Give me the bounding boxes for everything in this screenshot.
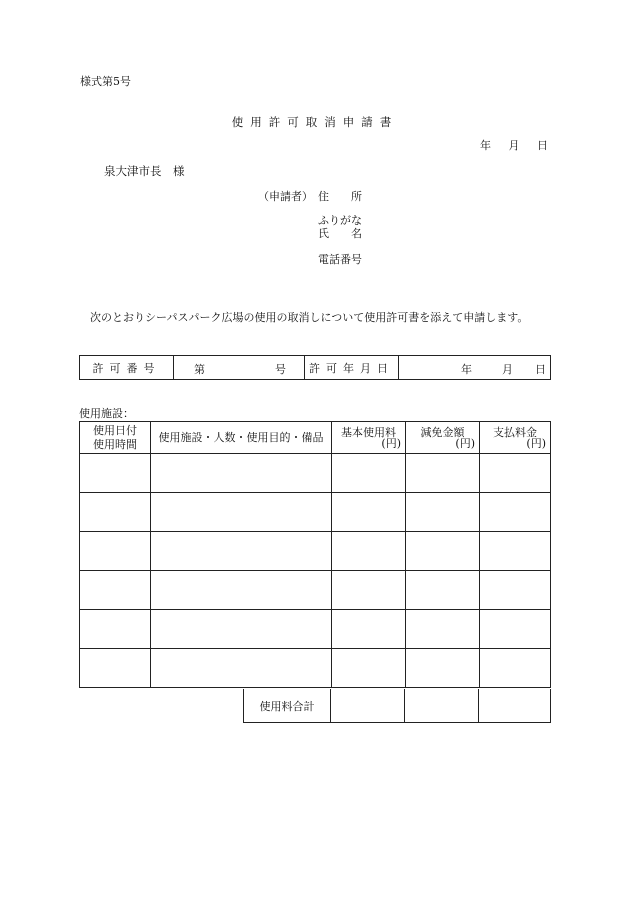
address-label: 住 所 [318, 190, 362, 203]
header-payment [480, 422, 551, 454]
applicant-label: （申請者） [258, 190, 313, 203]
permit-go: 号 [275, 363, 286, 376]
permit-info-table [79, 355, 551, 380]
header-time: 使用時間 [93, 437, 137, 451]
table-cell[interactable] [80, 610, 151, 649]
table-cell[interactable] [406, 610, 480, 649]
table-cell[interactable] [151, 454, 332, 493]
table-cell[interactable] [406, 649, 480, 688]
table-cell[interactable] [480, 610, 551, 649]
table-cell[interactable] [406, 493, 480, 532]
document-title: 使用許可取消申請書 [231, 115, 399, 129]
total-reduction[interactable] [405, 689, 479, 723]
table-cell[interactable] [480, 454, 551, 493]
table-cell[interactable] [80, 571, 151, 610]
table-cell[interactable] [332, 610, 406, 649]
table-cell[interactable] [480, 571, 551, 610]
table-cell[interactable] [406, 454, 480, 493]
furigana-label: ふりがな [318, 214, 362, 227]
total-label: 使用料合計 [244, 689, 331, 723]
table-cell[interactable] [406, 532, 480, 571]
header-basic-fee-label: 基本使用料 [341, 426, 396, 439]
table-row [80, 493, 551, 532]
header-payment-unit: (円) [526, 437, 546, 450]
header-date-time [80, 422, 151, 454]
total-table [79, 689, 551, 723]
permit-month: 月 [502, 363, 513, 376]
table-cell[interactable] [480, 532, 551, 571]
total-spacer [79, 689, 244, 723]
header-date: 使用日付 [93, 423, 137, 437]
lead-text: 次のとおりシーパスパーク広場の使用の取消しについて使用許可書を添えて申請します。 [90, 311, 529, 324]
table-cell[interactable] [80, 454, 151, 493]
total-basic-fee[interactable] [331, 689, 405, 723]
table-row [80, 532, 551, 571]
table-row [80, 454, 551, 493]
table-cell[interactable] [80, 493, 151, 532]
header-basic-fee [332, 422, 406, 454]
table-cell[interactable] [406, 571, 480, 610]
usage-table [79, 421, 551, 688]
usage-section-label: 使用施設： [79, 407, 134, 420]
permit-day: 日 [535, 363, 546, 376]
header-reduction [406, 422, 480, 454]
permit-number-cell [174, 356, 305, 380]
table-cell[interactable] [151, 571, 332, 610]
header-reduction-unit: (円) [455, 437, 475, 450]
header-basic-fee-unit: (円) [381, 437, 401, 450]
total-row [79, 689, 551, 723]
table-row [80, 610, 551, 649]
permit-date-cell [399, 356, 551, 380]
table-cell[interactable] [332, 571, 406, 610]
form-number: 様式第5号 [80, 75, 131, 88]
header-reduction-label: 減免金額 [420, 426, 465, 439]
table-row [80, 571, 551, 610]
table-cell[interactable] [151, 532, 332, 571]
table-cell[interactable] [480, 649, 551, 688]
header-payment-label: 支払料金 [493, 426, 537, 439]
table-cell[interactable] [151, 649, 332, 688]
permit-date-label: 許可年月日 [305, 356, 399, 380]
table-cell[interactable] [80, 532, 151, 571]
table-row [80, 649, 551, 688]
phone-label: 電話番号 [318, 253, 362, 266]
table-cell[interactable] [80, 649, 151, 688]
header-facility: 使用施設・人数・使用目的・備品 [151, 422, 332, 454]
table-cell[interactable] [332, 454, 406, 493]
permit-number-label: 許可番号 [80, 356, 174, 380]
table-cell[interactable] [332, 649, 406, 688]
addressee: 泉大津市長 様 [104, 164, 185, 178]
table-cell[interactable] [151, 493, 332, 532]
permit-dai: 第 [194, 363, 205, 376]
table-cell[interactable] [480, 493, 551, 532]
table-cell[interactable] [151, 610, 332, 649]
table-cell[interactable] [332, 493, 406, 532]
permit-year: 年 [461, 363, 472, 376]
application-date: 年 月 日 [480, 139, 548, 152]
table-cell[interactable] [332, 532, 406, 571]
total-payment[interactable] [479, 689, 551, 723]
name-label: 氏 名 [318, 227, 362, 240]
